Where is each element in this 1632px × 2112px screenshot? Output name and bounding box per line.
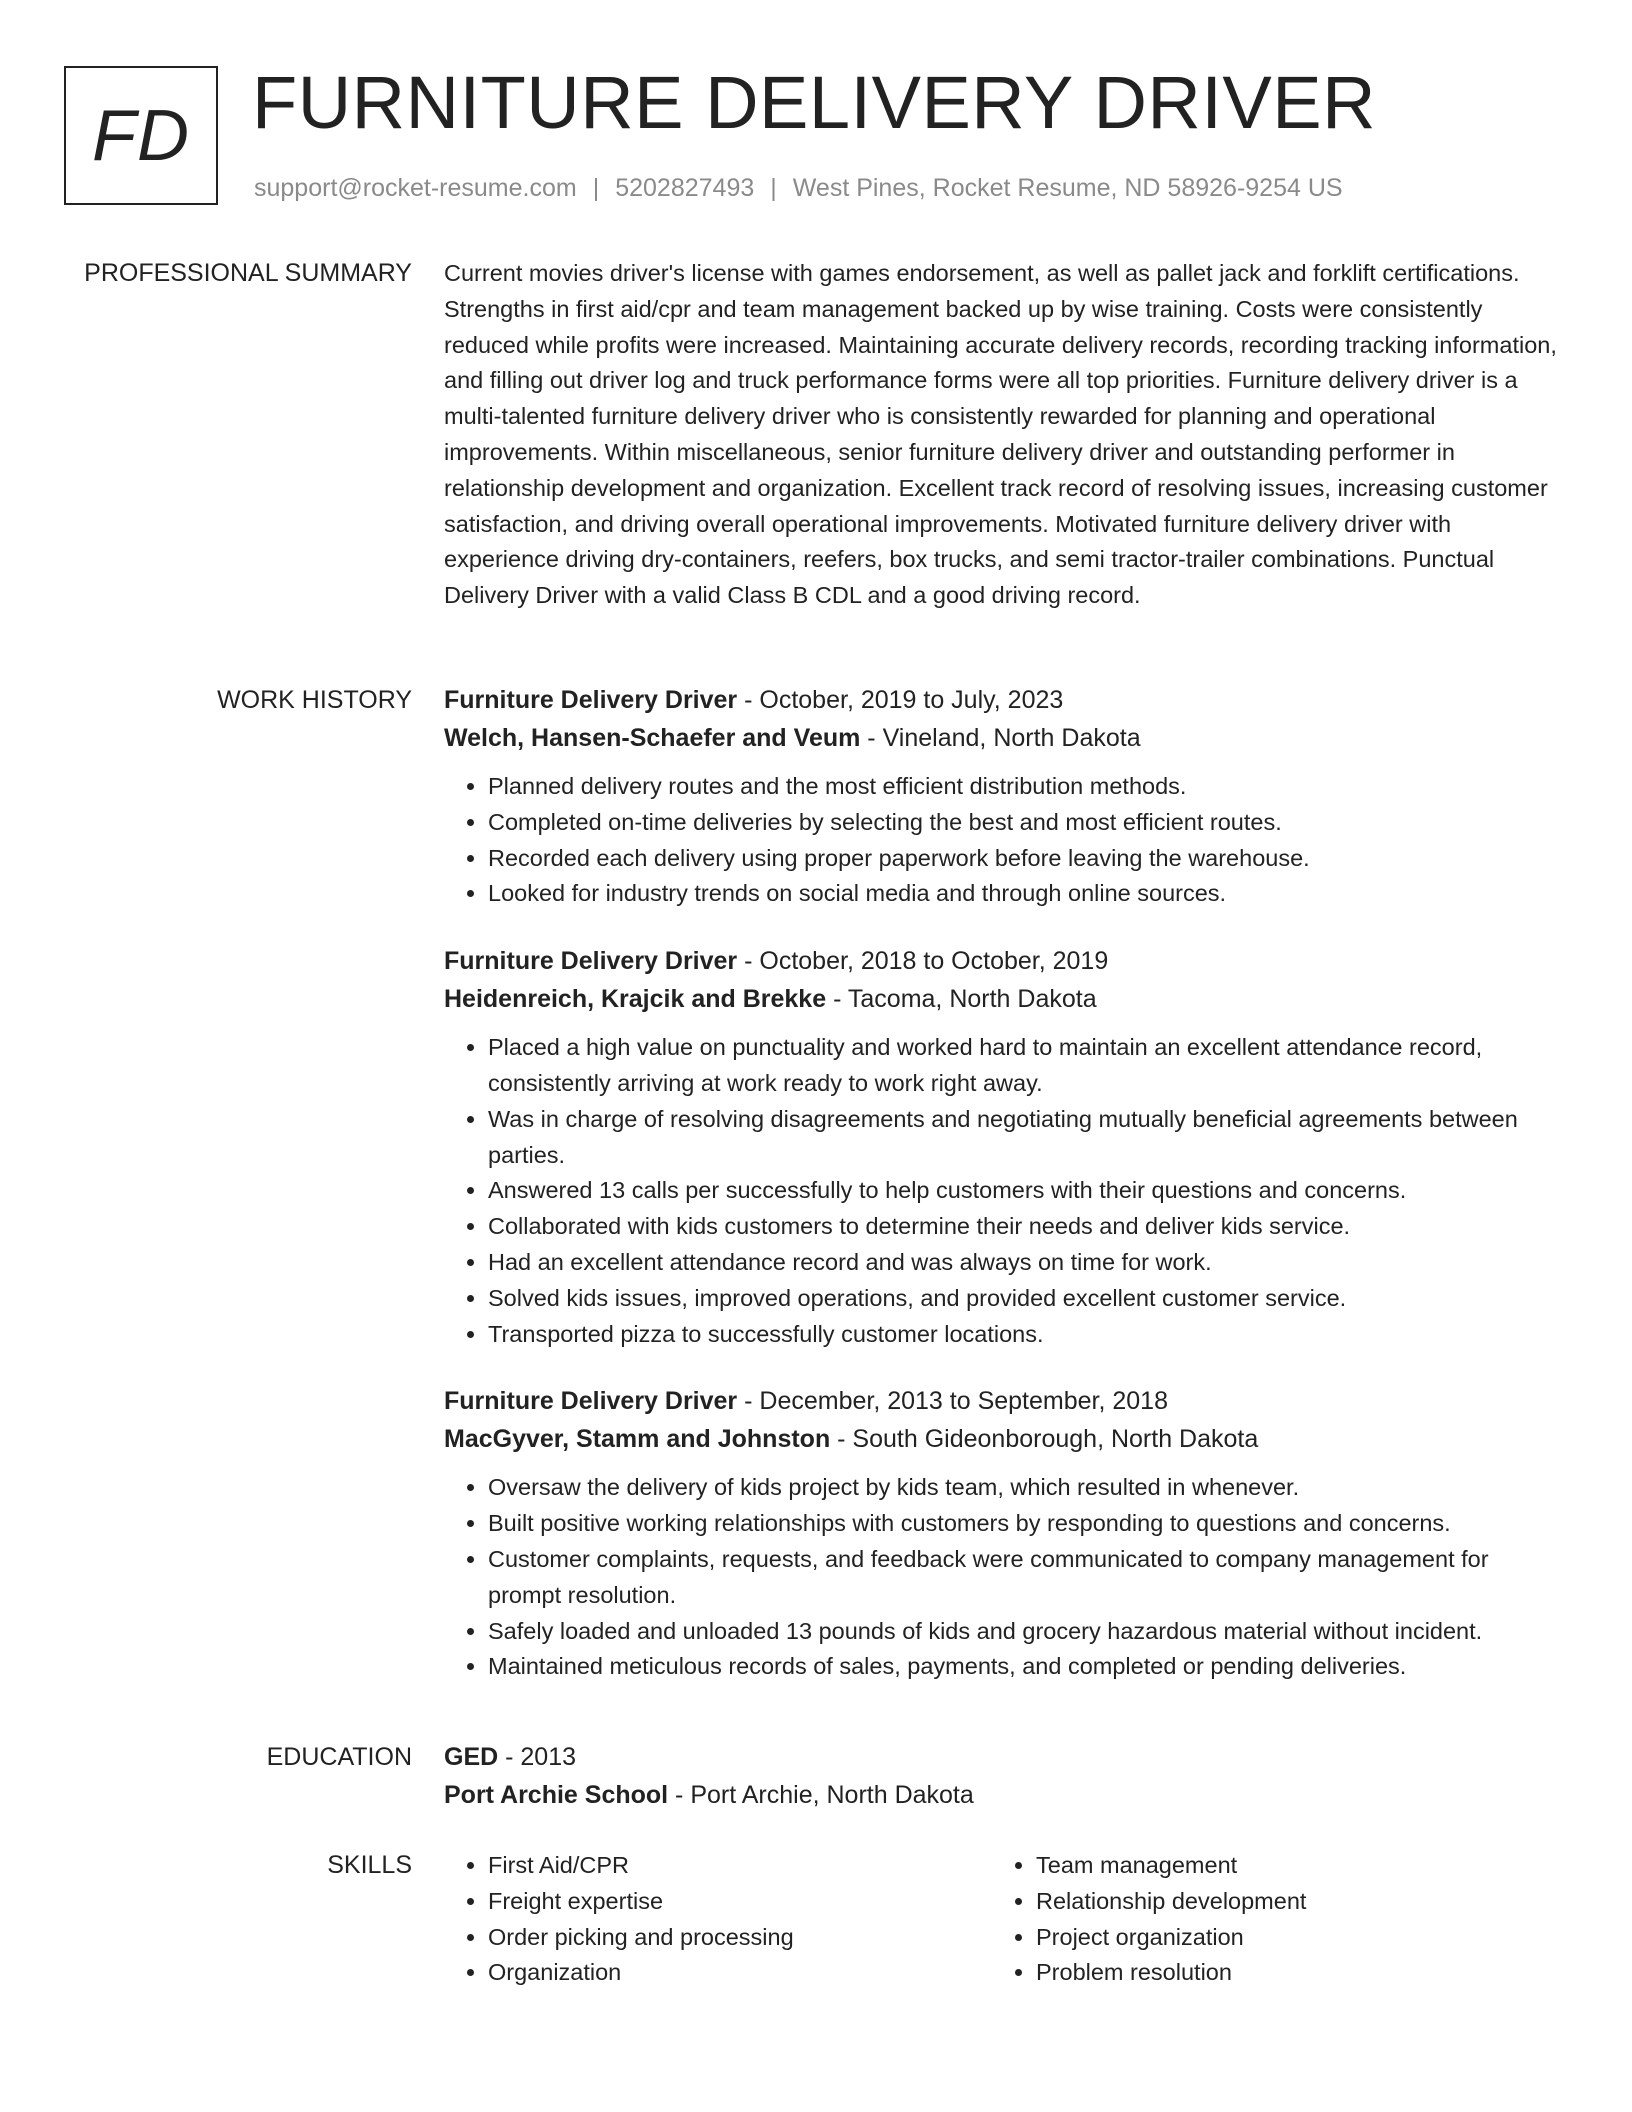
job-entry [444,1382,1560,1685]
skill-item: • Problem resolution [1036,1955,1536,1991]
job-location: - South Gideonborough, North Dakota [830,1425,1259,1454]
education-year: - 2013 [498,1743,577,1771]
skills-list [444,1848,1560,1991]
job-bullets [444,1470,1560,1685]
job-dates: - October, 2018 to October, 2019 [737,947,1109,976]
contact-phone: 5202827493 [615,174,755,202]
job-company: Welch, Hansen-Schaefer and Veum [444,724,861,752]
job-title: Furniture Delivery Driver [444,947,738,976]
skill-item: • Freight expertise [488,1884,988,1920]
summary-text: Current movies driver's license with games endorsement, as well as pallet jack and forklift certifications. Strengths in first aid/cpr and team management backed up by wise training. Costs were consistently reduced while profits were increased. Maintaining accurate delivery records, recording tracking information, and filling out driver log and truck performance forms were all top priorities. Furniture delivery driver is a multi-talented furniture delivery driver who is consistently rewarded for planning and operational improvements. Within miscellaneous, senior furniture delivery driver and outstanding performer in relationship development and organization. Excellent track record of resolving issues, increasing customer satisfaction, and driving overall operational improvements. Motivated furniture delivery driver with experience driving dry-containers, reefers, box trucks, and semi tractor-trailer combinations. Punctual Delivery Driver with a valid Class B CDL and a good driving record. [444,260,1557,609]
monogram-logo: FD [64,66,218,205]
job-company: MacGyver, Stamm and Johnston [444,1425,831,1454]
education-school-line [444,1776,1560,1814]
education-location: - Port Archie, North Dakota [668,1781,974,1809]
job-entry [444,681,1560,912]
job-bullets [444,1030,1560,1352]
skills-heading: SKILLS [327,1851,412,1879]
job-bullet: • Oversaw the delivery of kids project by kids team, which resulted in whenever. [488,1470,1560,1506]
contact-separator: | [770,174,777,202]
job-title: Furniture Delivery Driver [444,686,738,714]
job-bullet: • Built positive working relationships with customers by responding to questions and concerns. [488,1506,1560,1542]
job-title-line [444,681,1560,719]
job-title: Furniture Delivery Driver [444,1387,738,1416]
job-location: - Vineland, North Dakota [860,724,1141,752]
education-body [444,1738,1560,1814]
job-bullet: • Completed on-time deliveries by selecting the best and most efficient routes. [488,805,1560,841]
job-dates: - December, 2013 to September, 2018 [737,1387,1168,1416]
job-dates: - October, 2019 to July, 2023 [737,686,1064,714]
education-degree-line [444,1738,1560,1776]
job-bullet: • Customer complaints, requests, and feedback were communicated to company management for prompt resolution. [488,1542,1560,1614]
contact-separator: | [592,174,600,202]
skill-item: • Organization [488,1955,988,1991]
skill-item: • Order picking and processing [488,1920,988,1956]
contact-address: West Pines, Rocket Resume, ND 58926-9254 US [792,174,1343,202]
job-bullet: • Collaborated with kids customers to determine their needs and deliver kids service. [488,1209,1560,1245]
job-bullet: • Solved kids issues, improved operations, and provided excellent customer service. [488,1281,1560,1317]
skills-column [988,1848,1536,1991]
contact-email: support@rocket-resume.com [254,174,577,202]
job-bullet: • Transported pizza to successfully customer locations. [488,1317,1560,1353]
job-bullet: • Answered 13 calls per successfully to help customers with their questions and concerns. [488,1173,1560,1209]
skill-item: • First Aid/CPR [488,1848,988,1884]
candidate-title: FURNITURE DELIVERY DRIVER [252,61,1377,144]
contact-line [254,174,1343,203]
education-degree: GED [444,1743,499,1771]
job-company-line [444,1420,1560,1458]
skill-item: • Project organization [1036,1920,1536,1956]
education-heading: EDUCATION [266,1743,412,1771]
skill-item: • Team management [1036,1848,1536,1884]
education-school: Port Archie School [444,1781,669,1809]
work-history-heading: WORK HISTORY [217,686,412,714]
job-bullet: • Was in charge of resolving disagreements and negotiating mutually beneficial agreements between parties. [488,1102,1560,1174]
job-company-line [444,719,1560,757]
job-bullets [444,769,1560,912]
job-bullet: • Planned delivery routes and the most efficient distribution methods. [488,769,1560,805]
work-history-body [444,681,1560,1715]
job-bullet: • Recorded each delivery using proper paperwork before leaving the warehouse. [488,841,1560,877]
summary-heading: PROFESSIONAL SUMMARY [84,259,412,287]
job-bullet: • Had an excellent attendance record and was always on time for work. [488,1245,1560,1281]
job-bullet: • Maintained meticulous records of sales, payments, and completed or pending deliveries. [488,1649,1560,1685]
job-bullet: • Looked for industry trends on social media and through online sources. [488,876,1560,912]
job-title-line [444,942,1560,980]
job-bullet: • Safely loaded and unloaded 13 pounds of kids and grocery hazardous material without incident. [488,1614,1560,1650]
job-company-line [444,980,1560,1018]
job-bullet: • Placed a high value on punctuality and worked hard to maintain an excellent attendance record, consistently arriving at work ready to work right away. [488,1030,1560,1102]
job-company: Heidenreich, Krajcik and Brekke [444,985,827,1014]
skill-item: • Relationship development [1036,1884,1536,1920]
job-location: - Tacoma, North Dakota [826,985,1097,1014]
job-entry [444,942,1560,1352]
job-title-line [444,1382,1560,1420]
resume-header [64,61,1564,214]
skills-column [444,1848,988,1991]
